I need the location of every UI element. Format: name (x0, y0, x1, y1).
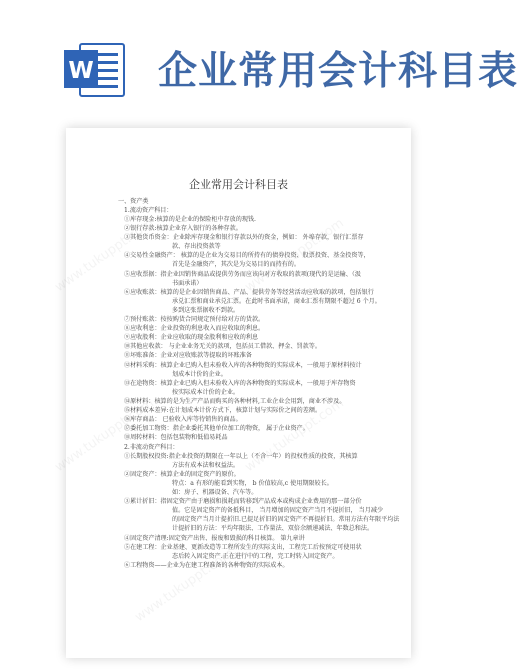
doc-line: ⑬在途物资：核算企业已购入但未验收入库的各种物资的实际成本，一般用于库存物资 (124, 380, 356, 387)
doc-line: 按实际成本计价的企业。 (172, 389, 240, 396)
doc-line: ⑦预付账款：按按购货合同规定预付给对方的货款。 (124, 316, 265, 323)
doc-line: ⑨应收股利：企业应收取的现金股利和应收的利息 (124, 334, 259, 341)
doc-line: 首先是金融资产，其次是为交易目的而持有的。 (172, 261, 300, 268)
doc-line: ⑭原材料：核算的是为生产产品而购买的各种材料,工业企业会用到，商业不涉及。 (124, 398, 346, 405)
doc-line: ①长期股权投资:指企业投资的期限在一年以上（不含一年）的投权性质的投资，其核算 (124, 453, 358, 460)
doc-line: ①库存现金:核算的是企业的保险柜中存放的现钱. (124, 216, 256, 223)
doc-line: ③累计折旧：指固定资产由于磨损和损耗而转移到产品成本或构成企业费用的那一部分价 (124, 498, 362, 505)
subsection-heading: 2.非流动资产科目： (124, 444, 179, 451)
doc-line: 特点：a 有形的能看到实物， b 价值较高,c 使用期限较长。 (172, 480, 333, 487)
word-document-icon (62, 38, 128, 100)
doc-line: 承兑汇票和商业承兑汇票。在此时书面承诺，商业汇票有期限不超过 6 个月。 (172, 298, 381, 305)
document-page (66, 128, 411, 658)
word-letter: W (68, 58, 94, 84)
doc-line: 计提折旧的方法：平均年限法、工作量法、双倍余额递减法、年数总和法。 (172, 525, 374, 532)
doc-line: 书面承诺） (172, 280, 203, 287)
doc-line: ⑥工程物资——企业为在建工程准备的各种物资的实际成本。 (124, 562, 289, 569)
doc-line: ③其他货币资金：企业除库存现金和银行存款以外的资金，例如： 外埠存款，银行汇票存 (124, 234, 364, 241)
doc-line: ⑤应收票据：指企业因销售商品或提供劳务而应该向对方收取的款项(现代的是运输、（汲 (124, 271, 361, 278)
doc-line: ⑧应收利息：企业投资的利息收入而应收取的利息。 (124, 325, 265, 332)
doc-line: ⑪坏账准备：企业对应收账款等提取的坏账准备 (124, 352, 252, 359)
doc-line: 的固定资产当月计提折旧.已提足折旧的固定资产不再提折旧。常用方法有年限平均法 (172, 516, 400, 523)
doc-line: ⑱周转材料：包括包装物和低值易耗品 (124, 434, 228, 441)
doc-line: ⑩其他应收款： 与企业业务无关的款项，包括员工借款、押金、罚款等。 (124, 343, 321, 350)
banner-title: 企业常用会计科目表 (158, 49, 518, 94)
doc-line: ④固定资产清理:固定资产出售、报废和毁损的科目核算。 第九章讲 (124, 535, 305, 542)
banner-header (0, 0, 518, 120)
doc-line: ⑥应收账款：核算的是企业因销售商品、产品、提供劳务等经营活动应收取的款项，包括银行 (124, 289, 374, 296)
doc-line: 多到这张票据收不到款。 (172, 307, 240, 314)
doc-line: ⑯库存商品： 已验收入库等待销售的商品。 (124, 416, 242, 423)
doc-line: ⑮材料成本差异:在计划成本计价方式下，核算计划与实际价之间的差额。 (124, 407, 322, 414)
doc-line: 值。它是固定资产的备抵科目， 当月增加的固定资产当月不提折旧， 当月减少 (172, 507, 384, 514)
subsection-heading: 1.流动资产科目： (124, 207, 173, 214)
doc-line: ②固定资产：核算企业的固定资产的原价。 (124, 471, 240, 478)
doc-line: ④交易性金融资产： 核算的是企业为交易目的所持有的债券投资、股票投资、基金投资等， (124, 252, 370, 259)
doc-line: ②银行存款:核算企业存入银行的各种存款。 (124, 225, 242, 232)
doc-line: ⑰委托加工物资：指企业委托其他单位加工的物资， 属于企业资产。 (124, 425, 309, 432)
doc-line: 款、存出投资款等 (172, 243, 221, 250)
doc-line: 如：房子、机器设备、汽车等。 (172, 489, 258, 496)
doc-line: 划成本计价的企业。 (172, 371, 227, 378)
doc-line: ⑤在建工程：企业基建、更新改造等工程所发生的实际支出，工程完工后按预定可使用状 (124, 544, 362, 551)
doc-line: ⑫材料采购：核算企业已购入但未验收入库的各种物资的实际成本，一般用于原材料按计 (124, 362, 362, 369)
section-heading: 一、资产类 (118, 198, 149, 205)
doc-line: 态后转入固定资产.正在进行中的工程，完工时转入固定资产。 (172, 553, 339, 560)
document-title: 企业常用会计科目表 (189, 178, 288, 191)
doc-line: 方法有成本法和权益法。 (172, 462, 240, 469)
